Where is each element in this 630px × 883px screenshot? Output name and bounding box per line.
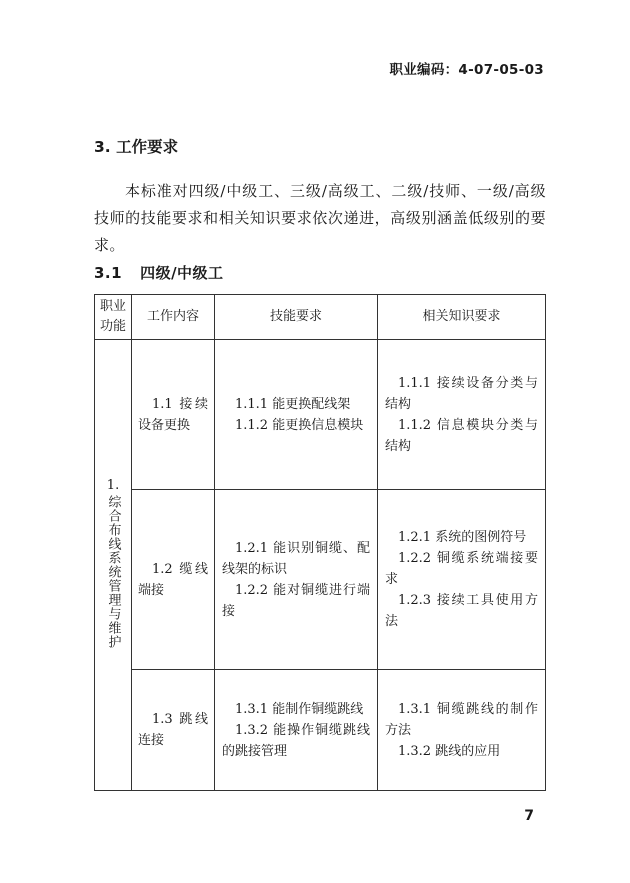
page-number: 7 [524,808,534,824]
work-content-cell: 1.3 跳线连接 [132,670,215,791]
skill-item: 1.2.1 能识别铜缆、配线架的标识 [222,540,370,577]
table-row [95,490,546,670]
skill-item: 1.1.1 能更换配线架 [235,396,351,412]
knowledge-item: 1.1.1 接续设备分类与结构 [385,375,538,412]
table-row [95,340,546,490]
knowledge-item: 1.1.2 信息模块分类与结构 [385,417,538,454]
knowledge-item: 1.3.1 铜缆跳线的制作方法 [385,701,538,738]
skills-cell [215,490,378,670]
knowledge-cell [378,490,546,670]
skill-item: 1.3.2 能操作铜缆跳线的跳接管理 [222,722,370,759]
function-name: 综合布线系统管理与维护 [105,494,121,649]
knowledge-item: 1.2.1 系统的图例符号 [398,530,527,545]
work-content-cell: 1.1 接续设备更换 [132,340,215,490]
subsection-title [94,262,224,283]
header-work-content: 工作内容 [132,295,215,340]
intro-paragraph: 本标准对四级/中级工、三级/高级工、二级/技师、一级/高级技师的技能要求和相关知识要求依次递进，高级别涵盖低级别的要求。 [94,182,546,254]
section-title: 3. 工作要求 [94,138,179,156]
requirements-table [94,294,546,791]
subsection-number: 3.1 [94,264,123,282]
work-content-cell: 1.2 缆线端接 [132,490,215,670]
knowledge-cell [378,340,546,490]
table-row [95,670,546,791]
table-header-row [95,295,546,340]
knowledge-item: 1.2.2 铜缆系统端接要求 [385,551,538,587]
header-function: 职业功能 [95,295,132,340]
subsection-name: 四级/中级工 [140,264,224,282]
skills-cell [215,340,378,490]
header-skill-requirements: 技能要求 [215,295,378,340]
header-knowledge-requirements: 相关知识要求 [378,295,546,340]
skill-item: 1.3.1 能制作铜缆跳线 [235,701,364,717]
knowledge-cell [378,670,546,791]
skills-cell [215,670,378,791]
function-cell [95,340,132,791]
skill-item: 1.2.2 能对铜缆进行端接 [222,582,370,619]
occupation-code: 职业编码：4-07-05-03 [389,62,544,78]
function-number: 1. [106,477,120,493]
knowledge-item: 1.3.2 跳线的应用 [398,743,501,759]
knowledge-item: 1.2.3 接续工具使用方法 [385,593,538,629]
skill-item: 1.1.2 能更换信息模块 [235,417,364,433]
